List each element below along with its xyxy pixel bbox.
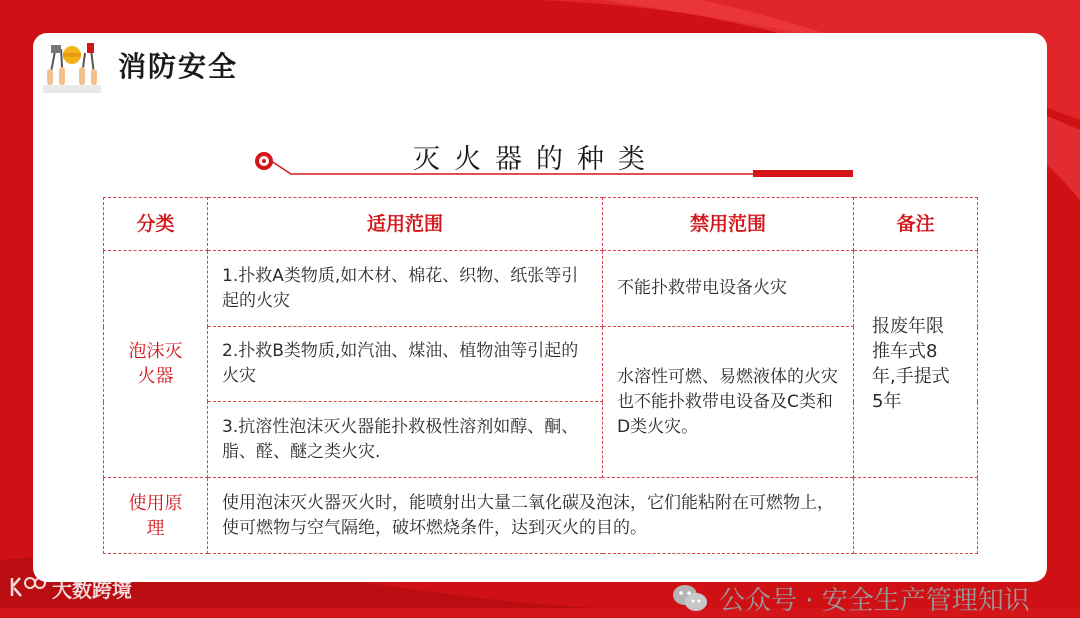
scope-cell-1: 1.扑救A类物质,如木材、棉花、织物、纸张等引起的火灾 — [208, 251, 603, 327]
watermark-text: 公众号 · 安全生产管理知识 — [719, 586, 1030, 616]
brand-text: 大数跨境 — [52, 578, 132, 602]
table-row — [104, 478, 978, 554]
forbidden-cell-2: 水溶性可燃、易燃液体的火灾也不能扑救带电设备及C类和D类火灾。 — [603, 327, 854, 478]
workers-with-tools-icon — [41, 39, 103, 95]
table-row — [104, 327, 978, 402]
table-header-row — [104, 198, 978, 251]
table-row — [104, 251, 978, 327]
forbidden-cell-1: 不能扑救带电设备火灾 — [603, 251, 854, 327]
scope-cell-3: 3.抗溶性泡沫灭火器能扑救极性溶剂如醇、酮、脂、醛、醚之类火灾. — [208, 402, 603, 478]
principle-cell: 使用泡沫灭火器灭火时，能喷射出大量二氧化碳及泡沫，它们能粘附在可燃物上，使可燃物与空气隔绝，破坏燃烧条件，达到灭火的目的。 — [208, 478, 854, 554]
note-cell: 报废年限推车式8年,手提式5年 — [854, 251, 978, 478]
scope-cell-2: 2.扑救B类物质,如汽油、煤油、植物油等引起的火灾 — [208, 327, 603, 402]
header-forbidden: 禁用范围 — [603, 198, 854, 251]
header-category: 分类 — [104, 198, 208, 251]
header-note: 备注 — [854, 198, 978, 251]
section-subtitle: 灭火器的种类 — [413, 144, 659, 175]
category-foam: 泡沫灭火器 — [104, 251, 208, 478]
extinguisher-table — [103, 197, 978, 554]
footer-brand — [8, 572, 148, 602]
wechat-icon — [671, 582, 709, 614]
header-scope: 适用范围 — [208, 198, 603, 251]
page-title: 消防安全 — [118, 50, 239, 83]
brand-logo-icon — [8, 574, 48, 600]
empty-note-cell — [854, 478, 978, 554]
category-principle: 使用原理 — [104, 478, 208, 554]
